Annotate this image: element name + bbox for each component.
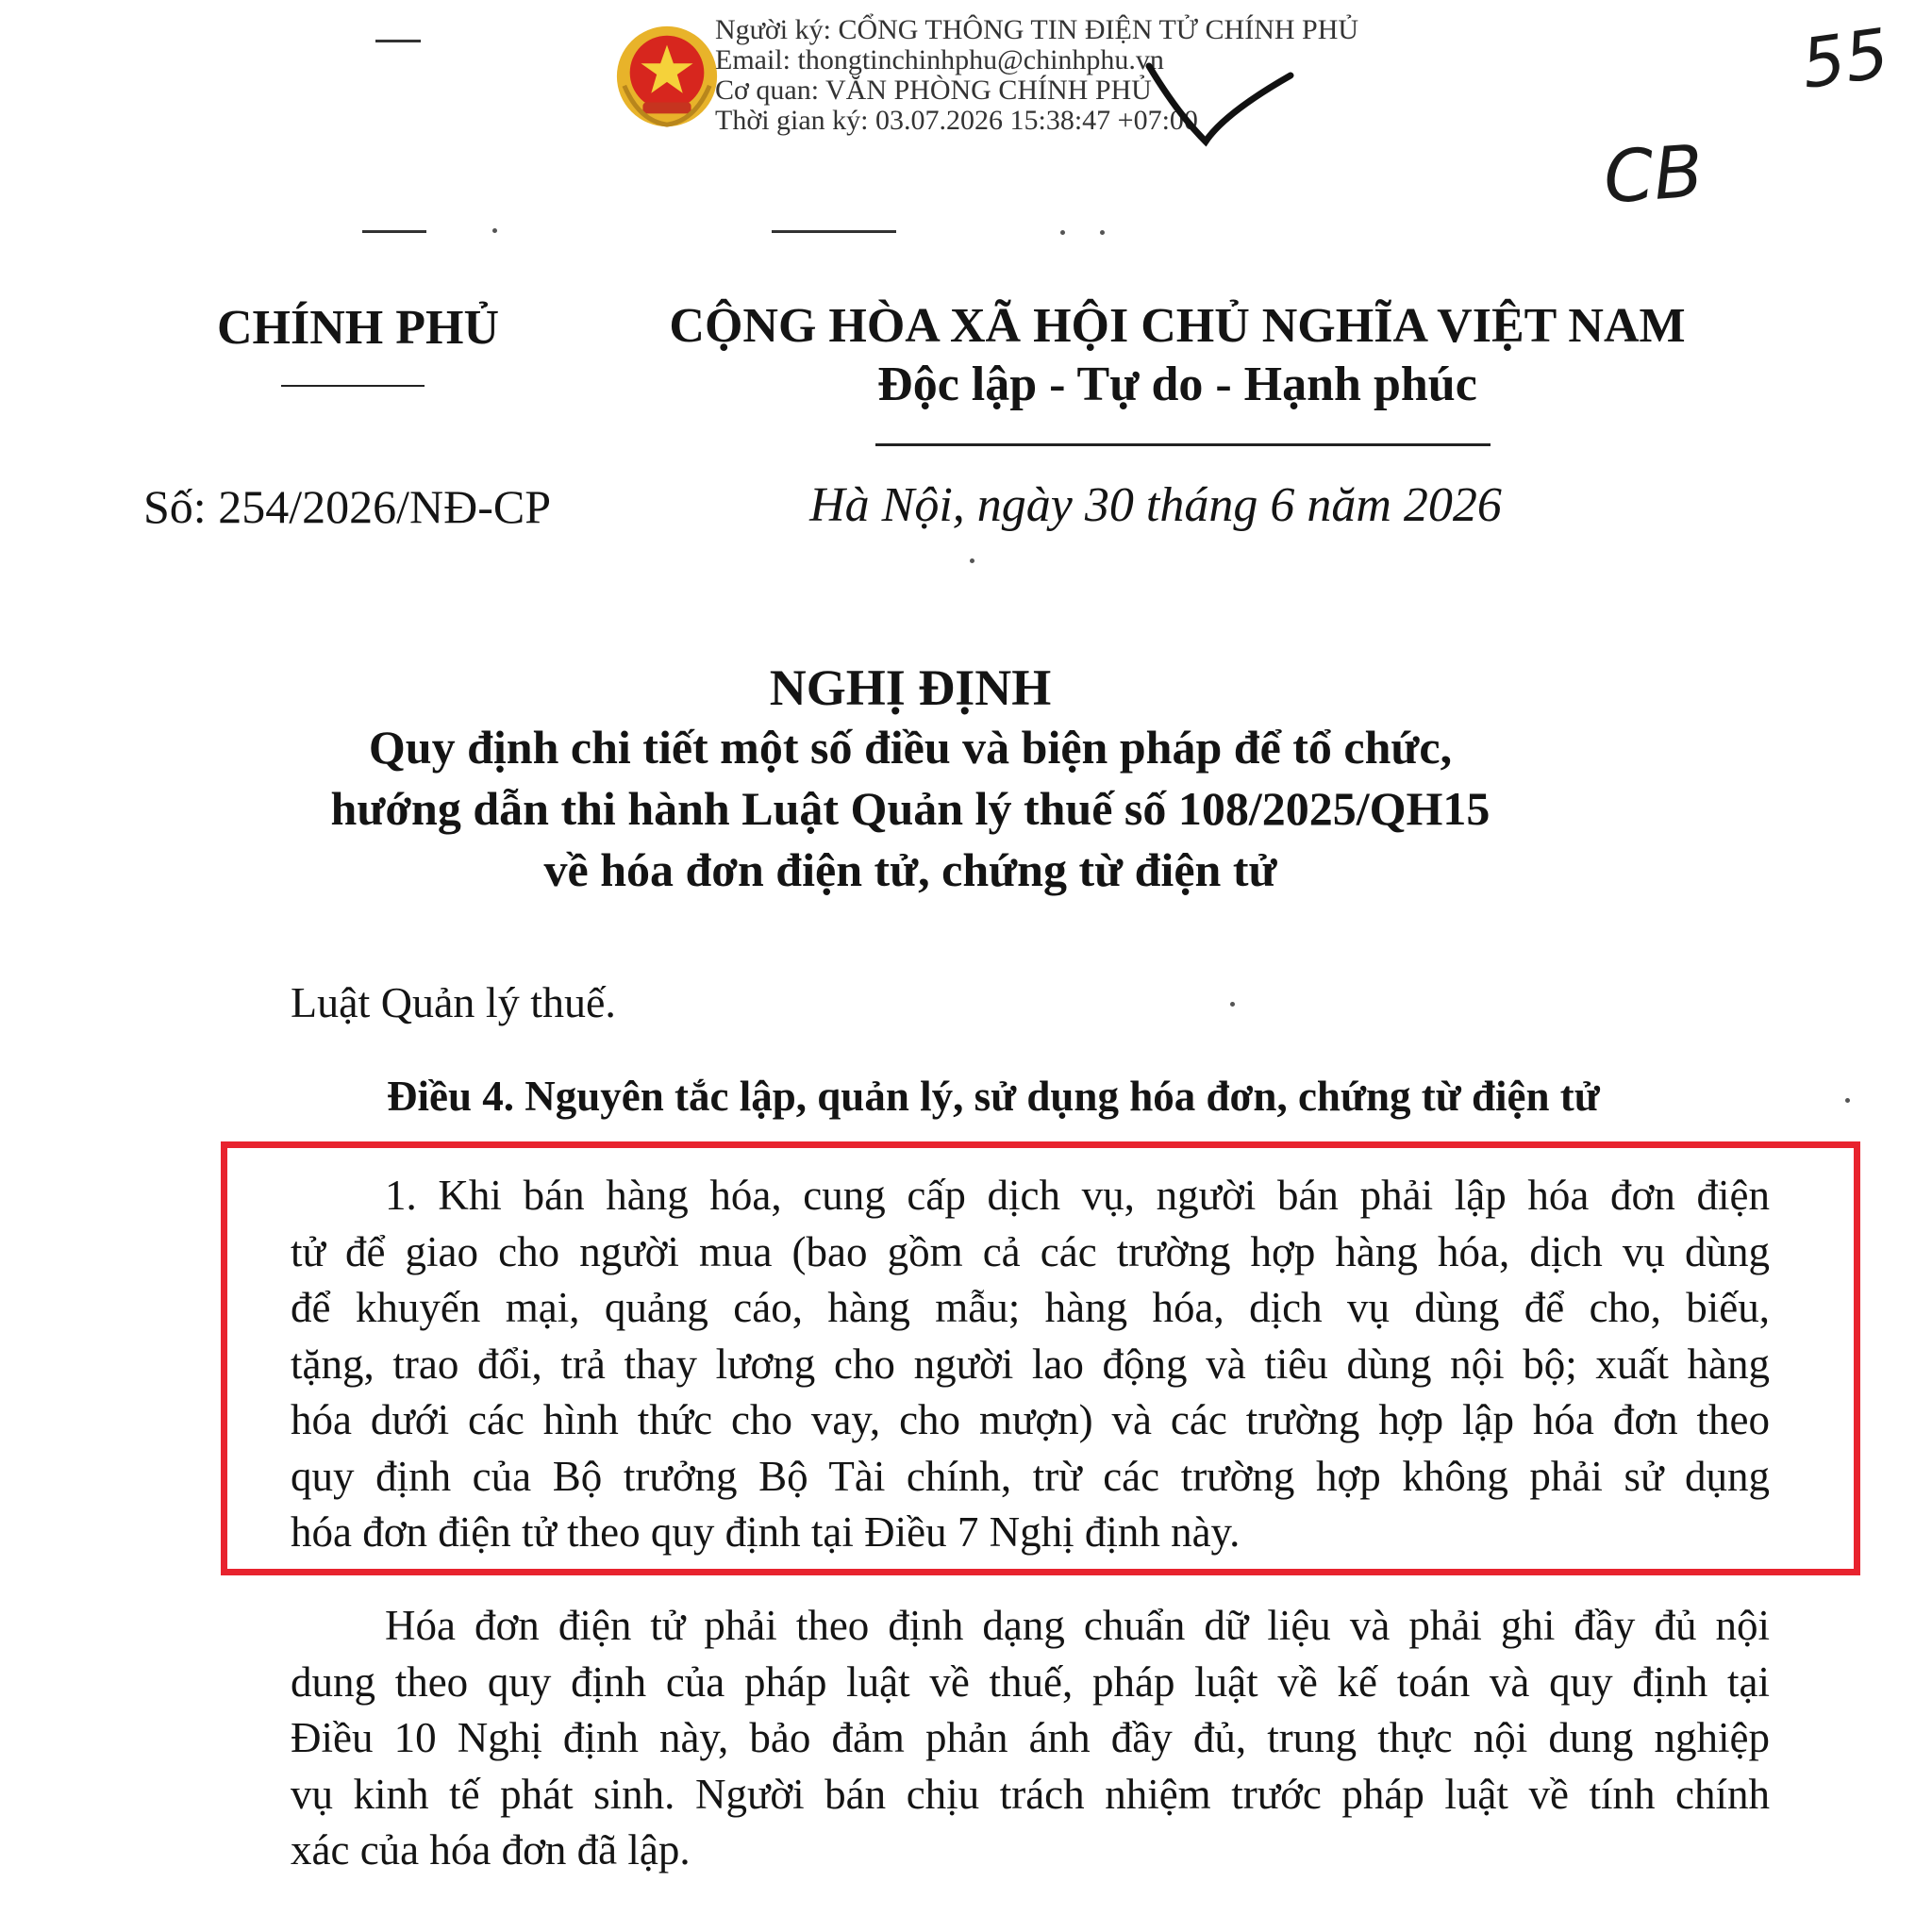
handwritten-initials: CB — [1601, 128, 1707, 220]
scan-dot — [1060, 230, 1065, 235]
paragraph-line: để khuyến mại, quảng cáo, hàng mẫu; hàng hóa, dịch vụ dùng để cho, biếu, — [291, 1284, 1770, 1331]
place-and-date: Hà Nội, ngày 30 tháng 6 năm 2026 — [809, 478, 1502, 532]
paragraph-line: tử để giao cho người mua (bao gồm cả các trường hợp hàng hóa, dịch vụ dùng — [291, 1227, 1770, 1275]
paragraph-line: tặng, trao đổi, trả thay lương cho người lao động và tiêu dùng nội bộ; xuất hàng — [291, 1340, 1770, 1388]
article-heading: Điều 4. Nguyên tắc lập, quản lý, sử dụng hóa đơn, chứng từ điện tử — [387, 1073, 1600, 1120]
national-title: CỘNG HÒA XÃ HỘI CHỦ NGHĨA VIỆT NAM — [669, 299, 1686, 353]
signature-email: Email: thongtinchinhphu@chinhphu.vn — [715, 44, 1164, 75]
scan-dot — [492, 228, 497, 233]
national-emblem-icon — [611, 21, 723, 132]
scan-mark — [375, 40, 421, 42]
issuer-underline — [281, 385, 425, 387]
subject-line: về hóa đơn điện tử, chứng từ điện tử — [543, 843, 1277, 896]
scan-dot — [970, 558, 974, 563]
document-number: Số: 254/2026/NĐ-CP — [143, 480, 552, 533]
paragraph-line: hóa dưới các hình thức cho vay, cho mượn) và các trường hợp lập hóa đơn theo — [291, 1396, 1770, 1443]
handwritten-page-mark: 55 — [1796, 13, 1894, 104]
paragraph-line: xác của hóa đơn đã lập. — [291, 1826, 691, 1874]
paragraph-line: Hóa đơn điện tử phải theo định dạng chuẩn dữ liệu và phải ghi đầy đủ nội — [385, 1602, 1770, 1649]
document-type: NGHỊ ĐỊNH — [769, 659, 1052, 716]
paragraph-1 — [291, 1168, 1770, 1561]
paragraph-line: quy định của Bộ trưởng Bộ Tài chính, trừ các trường hợp không phải sử dụng — [291, 1452, 1770, 1500]
issuing-authority: CHÍNH PHỦ — [217, 301, 499, 355]
paragraph-2 — [291, 1598, 1770, 1879]
scan-dot — [1100, 230, 1105, 235]
motto-underline — [875, 443, 1491, 446]
handwritten-check-mark-icon — [1140, 57, 1300, 160]
signature-time: Thời gian ký: 03.07.2026 15:38:47 +07:00 — [715, 105, 1198, 136]
scan-mark — [362, 230, 426, 233]
paragraph-line: hóa đơn điện tử theo quy định tại Điều 7 Nghị định này. — [291, 1508, 1241, 1556]
document-subject — [236, 717, 1585, 901]
scan-mark — [772, 230, 896, 233]
scan-dot — [1230, 1002, 1235, 1007]
paragraph-line: 1. Khi bán hàng hóa, cung cấp dịch vụ, người bán phải lập hóa đơn điện — [385, 1172, 1770, 1219]
digital-signature — [611, 15, 1423, 138]
law-reference: Luật Quản lý thuế. — [291, 978, 616, 1026]
paragraph-line: dung theo quy định của pháp luật về thuế, pháp luật về kế toán và quy định tại — [291, 1657, 1770, 1706]
subject-line: Quy định chi tiết một số điều và biện pháp để tổ chức, — [368, 721, 1453, 774]
paragraph-line: Điều 10 Nghị định này, bảo đảm phản ánh đầy đủ, trung thực nội dung nghiệp — [291, 1714, 1770, 1761]
signature-signer: Người ký: CỔNG THÔNG TIN ĐIỆN TỬ CHÍNH PHỦ — [715, 14, 1359, 45]
national-motto: Độc lập - Tự do - Hạnh phúc — [877, 358, 1477, 411]
subject-line: hướng dẫn thi hành Luật Quản lý thuế số 108/2025/QH15 — [330, 782, 1491, 835]
signature-agency: Cơ quan: VĂN PHÒNG CHÍNH PHỦ — [715, 75, 1152, 106]
scan-dot — [1845, 1098, 1850, 1103]
paragraph-line: vụ kinh tế phát sinh. Người bán chịu trách nhiệm trước pháp luật về tính chính — [291, 1770, 1770, 1818]
